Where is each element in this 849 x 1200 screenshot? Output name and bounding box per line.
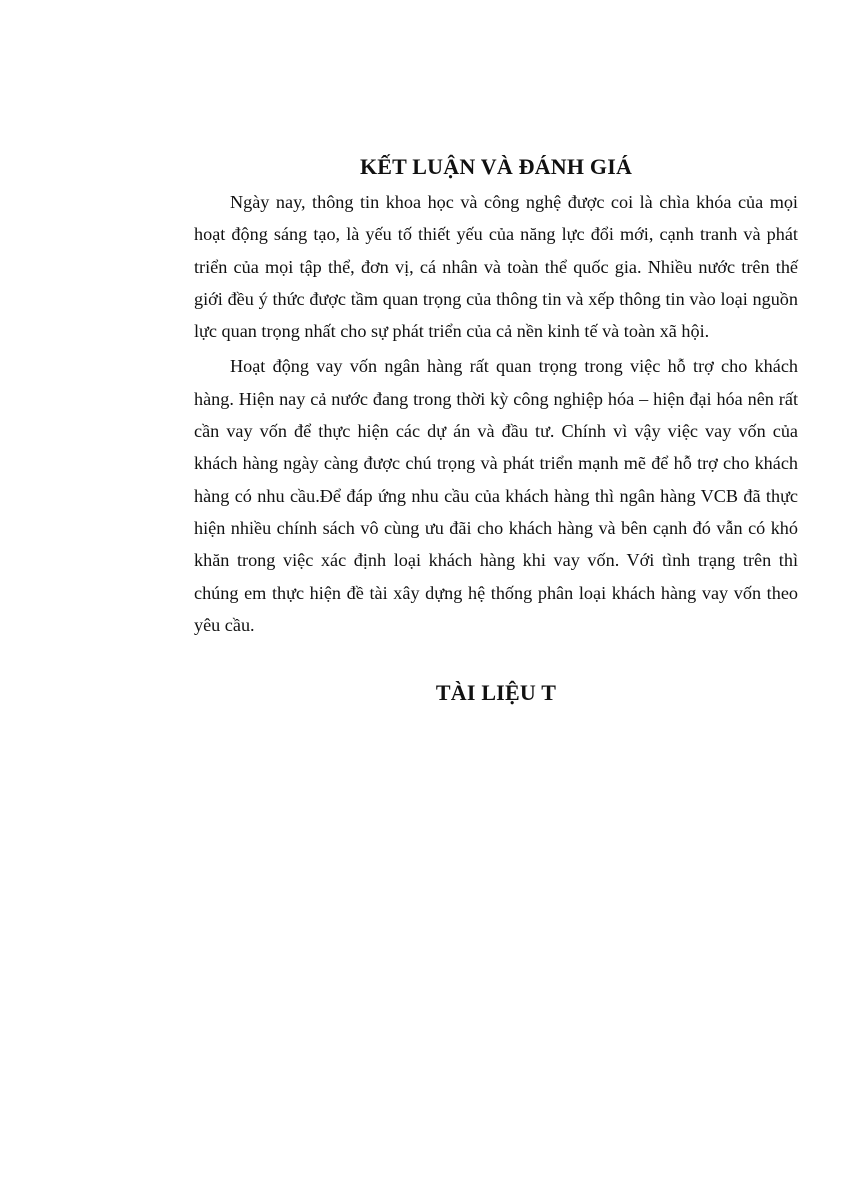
section-title: KẾT LUẬN VÀ ĐÁNH GIÁ (359, 154, 633, 179)
paragraph-intro: Ngày nay, thông tin khoa học và công nghệ được coi là chìa khóa của mọi hoạt động sáng tạo, là yếu tố thiết yếu của năng lực đổi mới, cạnh tranh và phát triển của mọi tập thể, đơn vị, cá nhân và toàn thể quốc gia. Nhiều nước trên thế giới đều ý thức được tầm quan trọng của thông tin và xếp thông tin vào loại nguồn lực quan trọng nhất cho sự phát triển của cả nền kinh tế và toàn xã hội. (194, 192, 798, 342)
next-section-title: TÀI LIỆU T (435, 680, 557, 706)
paragraph-loans: Hoạt động vay vốn ngân hàng rất quan trọng trong việc hỗ trợ cho khách hàng. Hiện nay cả nước đang trong thời kỳ công nghiệp hóa – hiện đại hóa nên rất cần vay vốn để thực hiện các dự án và đầu tư. Chính vì vậy việc vay vốn của khách hàng ngày càng được chú trọng và phát triển mạnh mẽ để hỗ trợ cho khách hàng có nhu cầu.Để đáp ứng nhu cầu của khách hàng thì ngân hàng VCB đã thực hiện nhiều chính sách vô cùng ưu đãi cho khách hàng và bên cạnh đó vẫn có khó khăn trong việc xác định loại khách hàng khi vay vốn. Với tình trạng trên thì chúng em thực hiện đề tài xây dựng hệ thống phân loại khách hàng vay vốn theo yêu cầu. (194, 356, 798, 635)
page-content (194, 152, 798, 708)
